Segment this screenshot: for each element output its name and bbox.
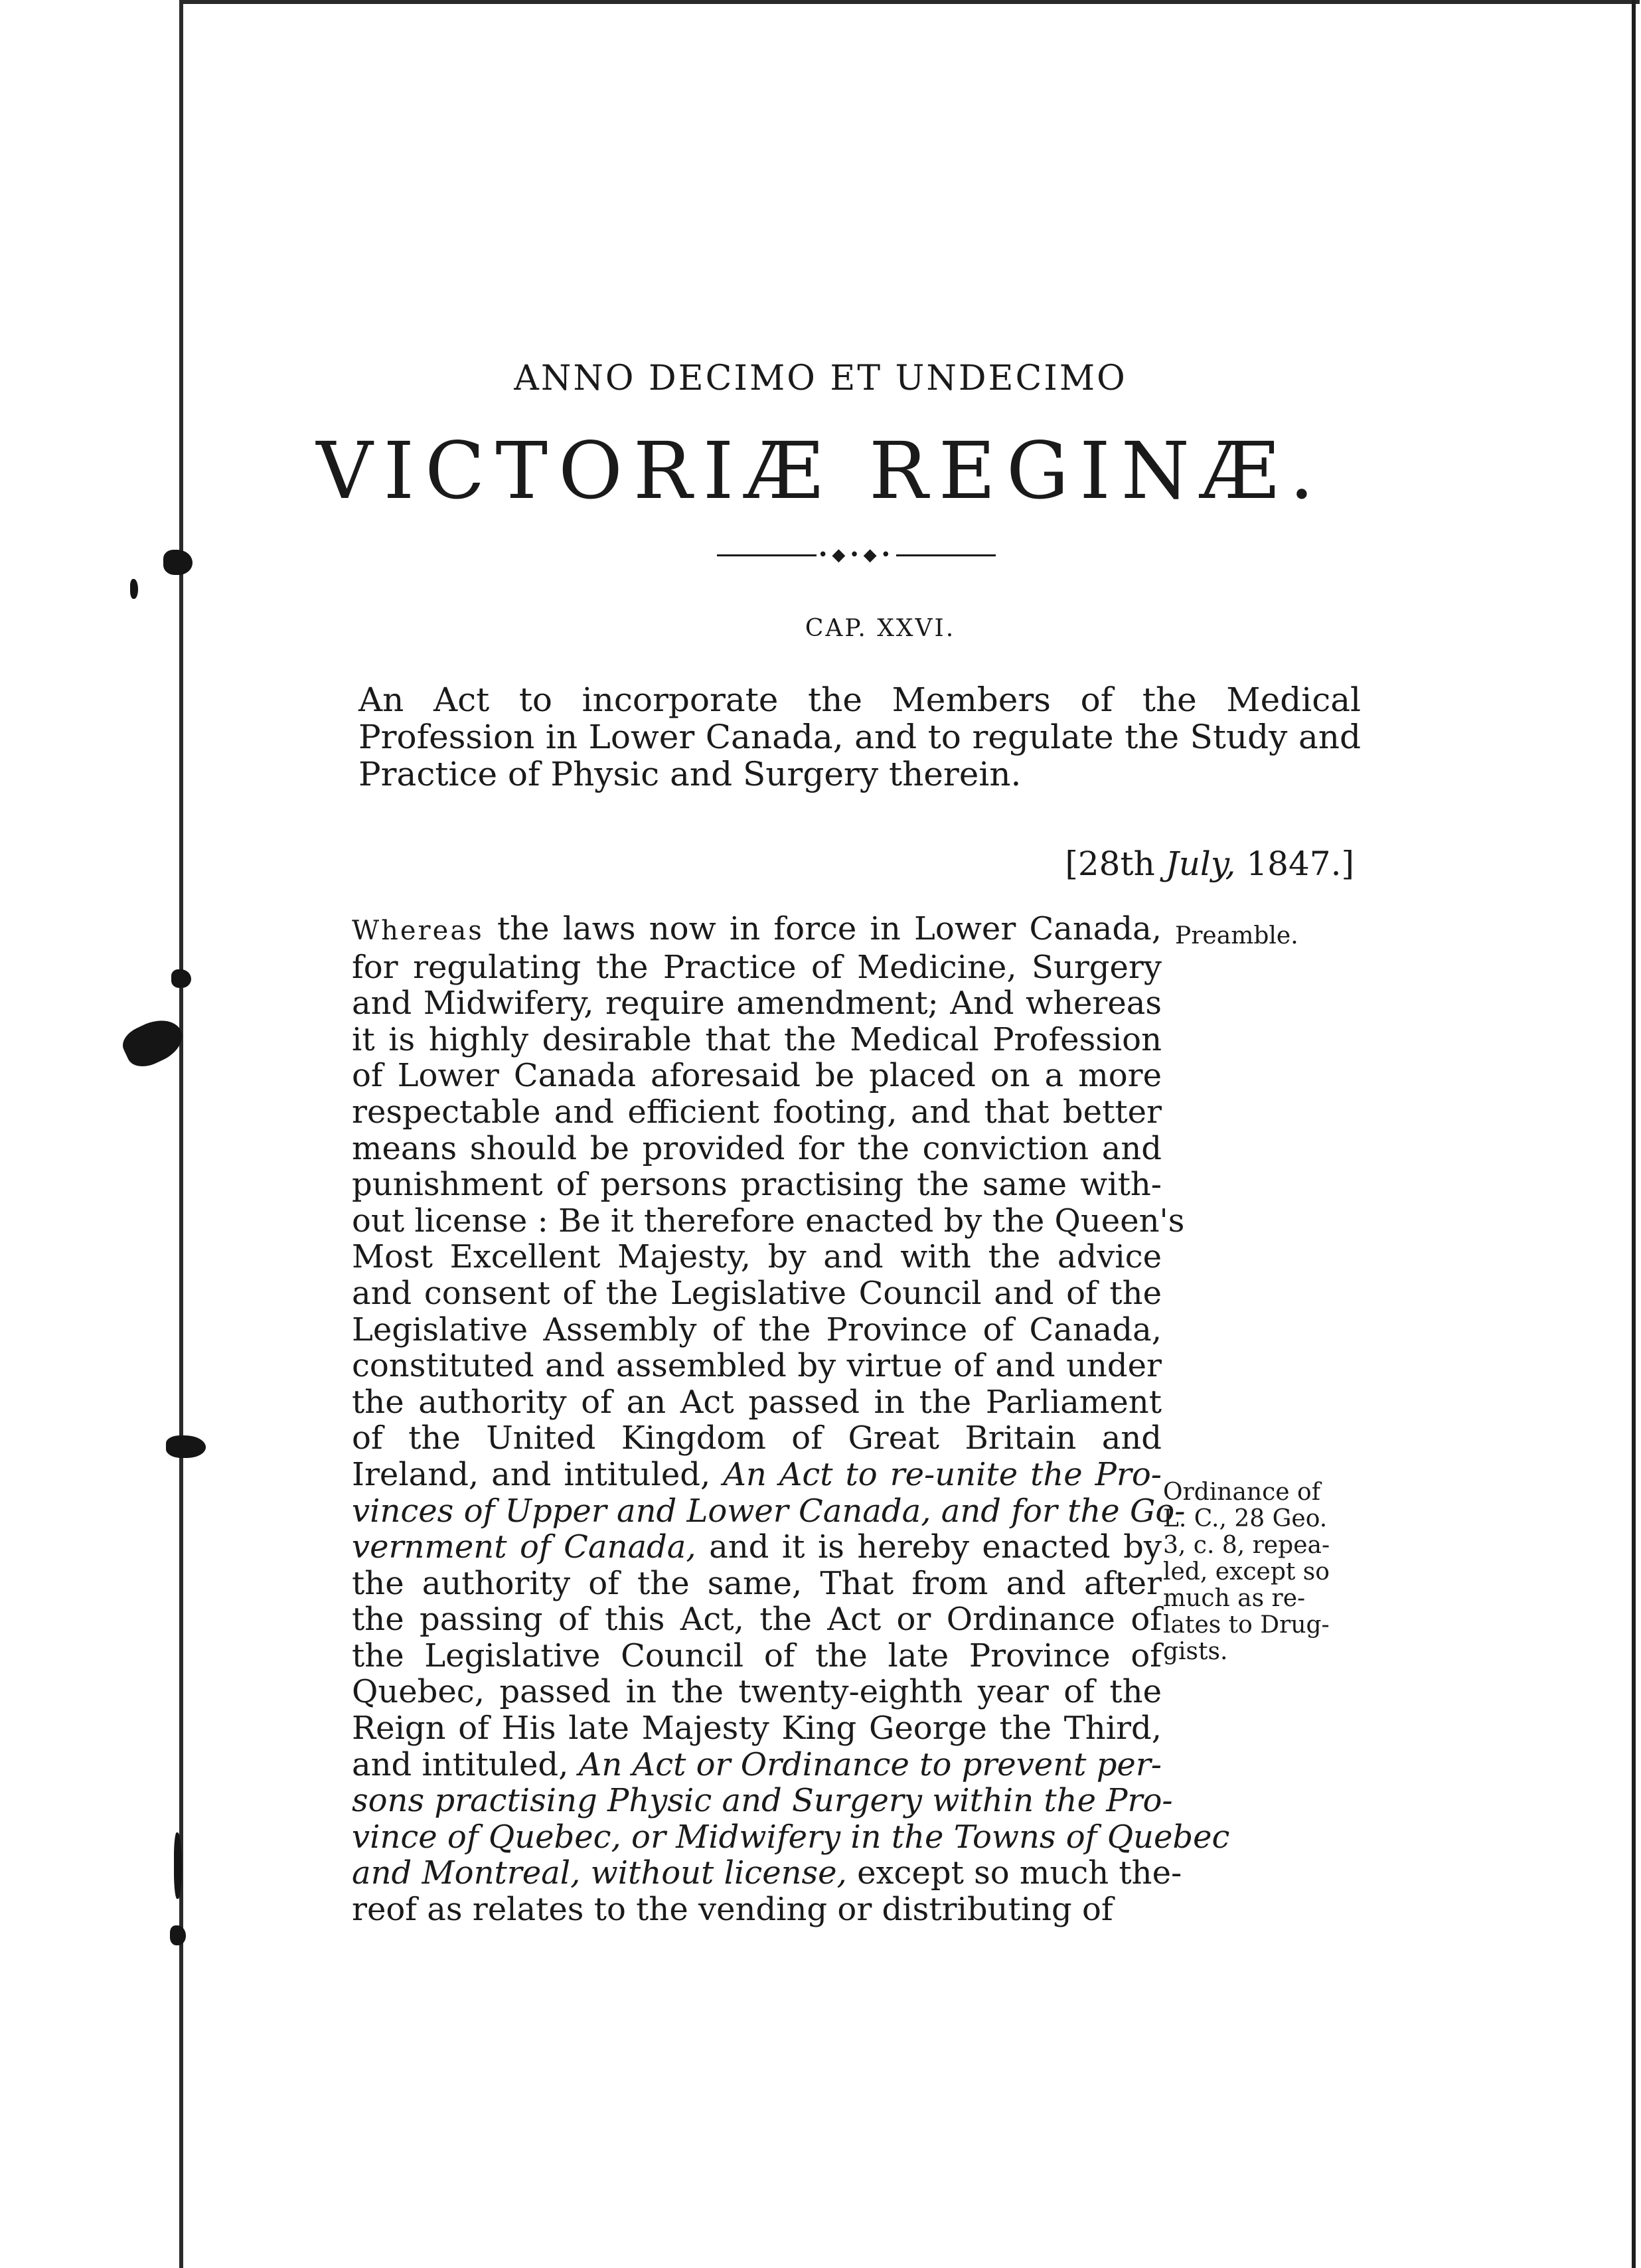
ink-blot <box>171 969 191 988</box>
body-line: and Midwifery, require amendment; And whereas <box>352 985 1162 1022</box>
page-right-edge <box>1632 0 1636 2268</box>
ink-blot <box>118 1012 189 1073</box>
margin-note-preamble: Preamble. <box>1175 922 1298 949</box>
ornamental-rule <box>717 545 996 565</box>
date-year: 1847.] <box>1246 845 1354 883</box>
body-line: Legislative Assembly of the Province of Canada, <box>352 1311 1162 1348</box>
body-line: for regulating the Practice of Medicine, Surgery <box>352 948 1162 986</box>
margin-note-line: gists. <box>1163 1638 1228 1665</box>
body-line: and consent of the Legislative Council and of the <box>352 1274 1162 1312</box>
ink-blot <box>163 550 193 575</box>
ink-blot <box>166 1435 206 1458</box>
body-line: Most Excellent Majesty, by and with the advice <box>352 1238 1162 1276</box>
body-line: vernment of Canada, and it is hereby enacted by <box>352 1528 1162 1566</box>
ink-blot <box>170 1925 186 1945</box>
act-date <box>1036 845 1354 883</box>
body-line: respectable and efficient footing, and that better <box>352 1093 1162 1131</box>
act-title-text: An Act to incorporate the Members of the Medical Profession in Lower Canada, and to regulate the Study and Practice of Physic and Surgery therein. <box>358 681 1361 793</box>
body-line: Whereas the laws now in force in Lower Canada, <box>352 910 1162 947</box>
margin-note-line: 3, c. 8, repea- <box>1163 1532 1330 1559</box>
body-line: reof as relates to the vending or distributing of <box>352 1891 1113 1929</box>
body-line: of Lower Canada aforesaid be placed on a more <box>352 1057 1162 1095</box>
date-day: [28th <box>1065 845 1155 883</box>
body-line: of the United Kingdom of Great Britain and <box>352 1419 1162 1457</box>
date-month: July, <box>1165 845 1236 883</box>
body-line: and Montreal, without license, except so much the- <box>352 1854 1182 1892</box>
body-line: means should be provided for the conviction and <box>352 1129 1162 1167</box>
body-first-word: Whereas <box>352 916 484 946</box>
body-line: Quebec, passed in the twenty-eighth year of the <box>352 1673 1162 1711</box>
body-line: and intituled, An Act or Ordinance to prevent per- <box>352 1745 1162 1783</box>
margin-note-line: led, except so <box>1163 1558 1330 1585</box>
margin-note-line: lates to Drug- <box>1163 1611 1330 1639</box>
body-line: the authority of the same, That from and after <box>352 1564 1162 1602</box>
margin-note-line: much as re- <box>1163 1585 1306 1612</box>
italic-act-title: An Act or Ordinance to prevent per- <box>578 1745 1162 1783</box>
ornament-dots: •◆•◆• <box>818 545 895 565</box>
body-line: the authority of an Act passed in the Parliament <box>352 1383 1162 1421</box>
regnal-year-heading: ANNO DECIMO ET UNDECIMO <box>514 359 1127 398</box>
body-line: the Legislative Council of the late Province of <box>352 1637 1162 1674</box>
body-line: punishment of persons practising the same with- <box>352 1166 1162 1204</box>
chapter-number: CAP. XXVI. <box>805 615 956 642</box>
body-line: constituted and assembled by virtue of and under <box>352 1347 1162 1385</box>
body-line: vince of Quebec, or Midwifery in the Towns of Quebec <box>352 1818 1230 1856</box>
body-line: sons practising Physic and Surgery within the Pro- <box>352 1782 1173 1820</box>
body-line: vinces of Upper and Lower Canada, and for the Go- <box>352 1492 1186 1530</box>
margin-note-line: L. C., 28 Geo. <box>1163 1505 1328 1532</box>
ink-blot <box>130 579 138 599</box>
page-top-edge <box>179 0 1640 4</box>
margin-note-ordinance <box>1163 1479 1356 1665</box>
reign-title-heading: VICTORIÆ REGINÆ. <box>316 425 1325 517</box>
body-line: Ireland, and intituled, An Act to re-unite the Pro- <box>352 1455 1162 1493</box>
act-title <box>358 681 1361 793</box>
ink-blot <box>174 1832 182 1899</box>
body-line: Reign of His late Majesty King George the Third, <box>352 1710 1162 1747</box>
margin-note-line: Ordinance of <box>1163 1479 1321 1506</box>
body-line: the passing of this Act, the Act or Ordinance of <box>352 1601 1162 1639</box>
italic-act-title: An Act to re-unite the Pro- <box>723 1455 1162 1493</box>
body-line: it is highly desirable that the Medical Profession <box>352 1020 1162 1058</box>
body-line: out license : Be it therefore enacted by the Queen's <box>352 1202 1185 1240</box>
